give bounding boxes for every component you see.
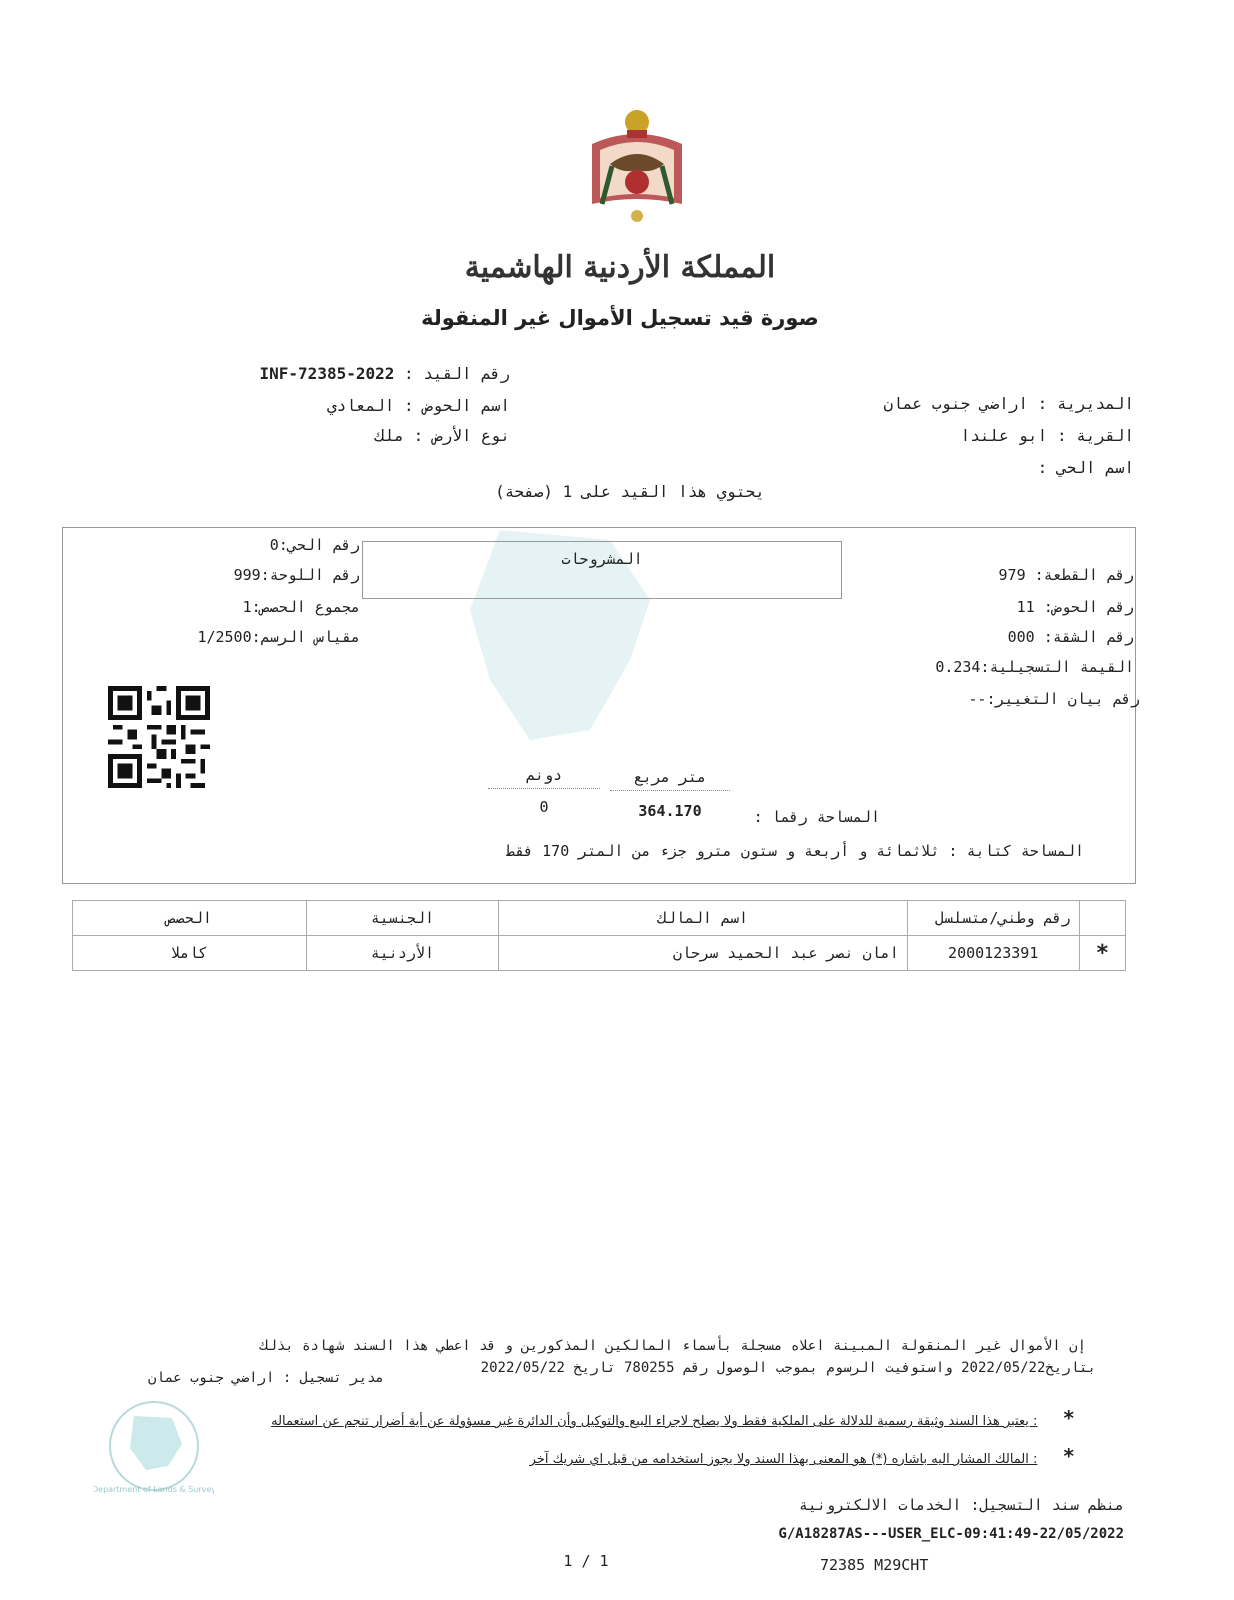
shares-total-value: 1 — [242, 598, 252, 616]
change-stmt-value: -- — [968, 690, 987, 708]
basin-name-value: المعادي — [326, 396, 395, 415]
note-1-marker: * — [1063, 1406, 1074, 1430]
note-2-text: : المالك المشار اليه باشاره (*) هو المعنى بهذا السند ولا يجوز استخدامه من قبل اي شريك آخر — [529, 1452, 1038, 1467]
owner-national-id: 2000123391 — [907, 936, 1079, 971]
basin-no-row — [900, 598, 1134, 616]
user-reference: G/A18287AS---USER_ELC-09:41:49-22/05/2022 — [778, 1526, 1124, 1542]
department-stamp-icon — [94, 1396, 214, 1496]
owner-marker: * — [1079, 936, 1125, 971]
area-dunum-value: 0 — [539, 798, 549, 816]
pages-note: يحتوي هذا القيد على 1 (صفحة) — [495, 482, 765, 501]
apartment-no-label: رقم الشقة: — [1043, 628, 1134, 646]
document-code: 72385 M29CHT — [820, 1556, 929, 1574]
directorate-value: اراضي جنوب عمان — [883, 394, 1029, 413]
unit-sqm: متر مربع — [610, 768, 730, 791]
district-no-row — [150, 536, 360, 554]
reg-value-value: 0.234 — [935, 658, 981, 676]
reg-value-row — [900, 658, 1134, 676]
remarks-header — [362, 541, 842, 599]
col-marker-header — [1079, 901, 1125, 936]
area-text-value: ثلاثمائة و أربعة و ستون مترو جزء من المتر 170 فقط — [506, 842, 940, 860]
plot-no-value: 979 — [998, 566, 1026, 584]
document-title: صورة قيد تسجيل الأموال غير المنقولة — [421, 306, 819, 330]
basin-name-label: اسم الحوض : — [404, 396, 510, 415]
board-no-value: 999 — [233, 566, 261, 584]
unit-dunum: دونم — [488, 766, 600, 789]
col-share-header: الحصص — [73, 901, 307, 936]
owners-header-row — [73, 901, 1126, 936]
district-no-value: 0 — [269, 536, 279, 554]
scale-value: 1/2500 — [197, 628, 252, 646]
certification-line-1: إن الأموال غير المنقولة المبينة اعلاه مسجلة بأسماء المالكين المذكورين و قد اعطي هذا السند شهادة بذلك — [259, 1338, 1086, 1354]
board-no-row — [150, 566, 360, 584]
owner-name: امان نصر عبد الحميد سرحان — [499, 936, 908, 971]
kingdom-name: المملكة الأردنية الهاشمية — [464, 250, 776, 285]
village-value: ابو علندا — [960, 426, 1048, 445]
certification-line-2: بتاريخ2022/05/22 واستوفيت الرسوم بموجب الوصول رقم 780255 تاريخ 2022/05/22 — [480, 1360, 1096, 1376]
plot-no-label: رقم القطعة: — [1034, 566, 1134, 584]
land-type-value: ملك — [375, 426, 405, 445]
apartment-no-row — [900, 628, 1134, 646]
note-2 — [370, 1444, 1074, 1468]
scale-row — [150, 628, 360, 646]
note-2-marker: * — [1063, 1444, 1074, 1468]
change-stmt-label: رقم بيان التغيير: — [986, 690, 1140, 708]
land-type-label: نوع الأرض : — [413, 426, 510, 445]
area-text-row — [360, 842, 1084, 860]
village-row — [840, 426, 1134, 445]
qr-code-icon — [108, 686, 210, 788]
entry-no-label: رقم القيد : — [404, 364, 510, 383]
owner-share: كاملا — [73, 936, 307, 971]
apartment-no-value: 000 — [1007, 628, 1035, 646]
area-num-label: المساحة رقما : — [753, 808, 880, 826]
shares-total-row — [150, 598, 360, 616]
owner-nationality: الأردنية — [306, 936, 498, 971]
district-no-label: رقم الحي: — [278, 536, 360, 554]
note-1-text: : يعتبر هذا السند وثيقة رسمية للدلالة على الملكية فقط ولا يصلح لاجراء البيع والتوكيل وأن الدائرة غير مسؤولة عن أية أضرار تنجم عن استعماله — [271, 1414, 1038, 1429]
reg-value-label: القيمة التسجيلية: — [980, 658, 1134, 676]
entry-no-value: 2022-INF-72385 — [259, 364, 395, 383]
district-name-label: اسم الحي : — [1037, 458, 1134, 477]
directorate-label: المديرية : — [1037, 394, 1134, 413]
remarks-label: المشروحات — [561, 550, 643, 568]
col-national-id-header: رقم وطني/متسلسل — [907, 901, 1079, 936]
village-label: القرية : — [1056, 426, 1134, 445]
basin-name-row — [240, 396, 510, 415]
basin-no-value: 11 — [1016, 598, 1035, 616]
col-nationality-header: الجنسية — [306, 901, 498, 936]
registrar-line: مدير تسجيل : اراضي جنوب عمان — [147, 1370, 384, 1386]
area-sqm-value: 364.170 — [638, 802, 702, 820]
land-type-row — [240, 426, 510, 445]
board-no-label: رقم اللوحة: — [260, 566, 360, 584]
entry-no-row — [240, 364, 510, 383]
directorate-row — [840, 394, 1134, 413]
stamp-text: Department of Lands & Survey — [94, 1485, 214, 1494]
table-row — [73, 936, 1126, 971]
note-1 — [150, 1406, 1074, 1430]
col-owner-name-header: اسم المالك — [499, 901, 908, 936]
plot-no-row — [900, 566, 1134, 584]
jordan-coat-of-arms-icon — [582, 104, 692, 234]
area-text-label: المساحة كتابة : — [948, 842, 1084, 860]
page-number: 1 / 1 — [563, 1552, 609, 1570]
basin-no-label: رقم الحوض: — [1043, 598, 1134, 616]
owners-table — [72, 900, 1126, 971]
organizer-line: منظم سند التسجيل: الخدمات الالكترونية — [798, 1496, 1124, 1514]
change-stmt-row — [900, 690, 1140, 708]
shares-total-label: مجموع الحصص: — [251, 598, 360, 616]
district-name-row — [840, 458, 1134, 477]
scale-label: مقياس الرسم: — [251, 628, 360, 646]
